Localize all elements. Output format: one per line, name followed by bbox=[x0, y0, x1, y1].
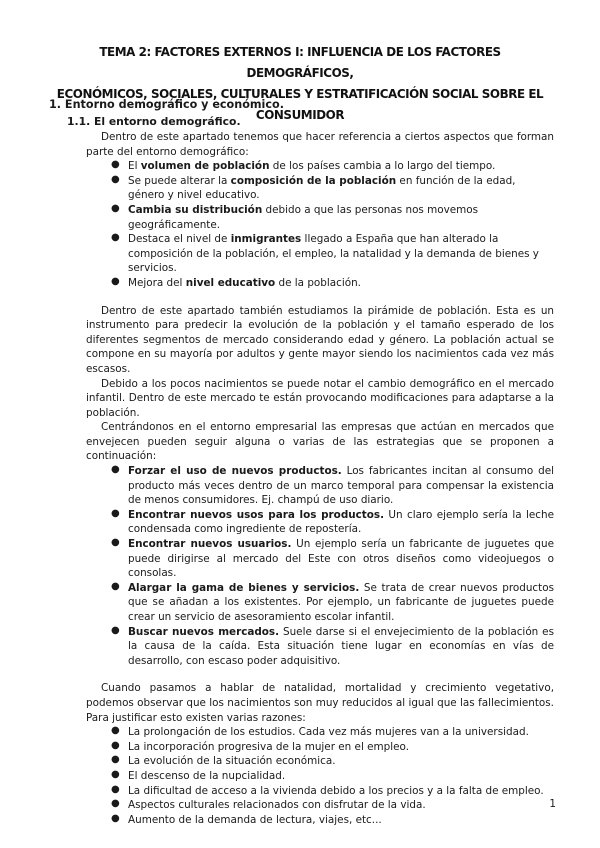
list-item: ● Destaca el nivel de inmigrantes llegado a España que han alterado la composición de la población, el empleo, la natalidad y la demanda de bienes y servicios. bbox=[111, 232, 539, 275]
births-paragraph: Debido a los pocos nacimientos se puede notar el cambio demográfico en el mercado infantil. Dentro de este mercado te están provocando modificaciones para adaptarse a la población. bbox=[86, 377, 554, 419]
list-item: ● Aspectos culturales relacionados con disfrutar de la vida. bbox=[111, 798, 426, 812]
bullet-icon: ● bbox=[111, 275, 120, 287]
bullet-icon: ● bbox=[111, 202, 120, 214]
bullet-icon: ● bbox=[111, 768, 120, 780]
strategies-paragraph: Centrándonos en el entorno empresarial las empresas que actúan en mercados que envejecen pueden seguir alguna o varias de las estrategias que se proponen a continuación: bbox=[86, 421, 554, 463]
list-item: ● Se puede alterar la composición de la población en función de la edad, género y nivel educativo. bbox=[111, 173, 516, 202]
list-item: ● La dificultad de acceso a la vivienda debido a los precios y a la falta de empleo. bbox=[111, 783, 544, 797]
bullet-icon: ● bbox=[111, 159, 120, 171]
bullet-icon: ● bbox=[111, 507, 120, 519]
list-item: ● Alargar la gama de bienes y servicios. Se trata de crear nuevos productos que se añadan a los existentes. Por ejemplo, un fabricante de juguetes puede crear un servicio de asesoramiento escolar infantil. bbox=[111, 580, 554, 623]
list-item: ● Cambia su distribución debido a que las personas nos movemos geográficamente. bbox=[111, 202, 479, 231]
list-item: ● Aumento de la demanda de lectura, viajes, etc... bbox=[111, 812, 382, 826]
bullet-icon: ● bbox=[111, 173, 120, 185]
intro-paragraph: Dentro de este apartado tenemos que hacer referencia a ciertos aspectos que forman parte del entorno demográfico: bbox=[86, 131, 554, 158]
page-number: 1 bbox=[549, 798, 556, 810]
bullet-icon: ● bbox=[111, 580, 120, 592]
demographic-aspects-list bbox=[0, 159, 600, 290]
list-item: ● La evolución de la situación económica. bbox=[111, 754, 336, 768]
spacer bbox=[0, 291, 600, 304]
document-body bbox=[0, 97, 600, 827]
list-item: ● Encontrar nuevos usuarios. Un ejemplo sería un fabricante de juguetes que puede dirigirse al mercado del Este con otros diseños como videojuegos o consolas. bbox=[111, 537, 554, 580]
bullet-icon: ● bbox=[111, 783, 120, 795]
list-item: ● Mejora del nivel educativo de la población. bbox=[111, 275, 361, 289]
bullet-icon: ● bbox=[111, 232, 120, 244]
pyramid-paragraph: Dentro de este apartado también estudiamos la pirámide de población. Esta es un instrumento para predecir la evolución de la población y el tamaño esperado de los diferentes segmentos de mercado considerando edad y género. La población actual se compone en su mayoría por adultos y gente mayor siendo los nacimientos cada vez más escasos. bbox=[86, 304, 554, 375]
bullet-icon: ● bbox=[111, 464, 120, 476]
list-item: ● El descenso de la nupcialidad. bbox=[111, 768, 286, 782]
bullet-icon: ● bbox=[111, 754, 120, 766]
list-item: ● Forzar el uso de nuevos productos. Los fabricantes incitan al consumo del producto más veces dentro de un marco temporal para compensar la existencia de menos consumidores. Ej. champú de uso diario. bbox=[111, 464, 554, 507]
list-item: ● La incorporación progresiva de la mujer en el empleo. bbox=[111, 739, 409, 753]
list-item: ● El volumen de población de los países cambia a lo largo del tiempo. bbox=[111, 159, 496, 173]
title-line-1: TEMA 2: FACTORES EXTERNOS I: INFLUENCIA DE LOS FACTORES DEMOGRÁFICOS, bbox=[99, 44, 501, 80]
bullet-icon: ● bbox=[111, 739, 120, 751]
natality-paragraph: Cuando pasamos a hablar de natalidad, mortalidad y crecimiento vegetativo, podemos observar que los nacimientos son muy reducidos al igual que las fallecimientos. Para justificar esto existen varias razones: bbox=[86, 682, 554, 724]
subsection-heading: 1.1. El entorno demográfico. bbox=[67, 115, 241, 128]
strategies-list bbox=[0, 464, 600, 668]
bullet-icon: ● bbox=[111, 725, 120, 737]
bullet-icon: ● bbox=[111, 537, 120, 549]
list-item: ● Buscar nuevos mercados. Suele darse si el envejecimiento de la población es la causa de la caída. Esta situación tiene lugar en economías en vías de desarrollo, con escaso poder adquisitivo. bbox=[111, 624, 554, 667]
reasons-list bbox=[0, 725, 600, 827]
spacer bbox=[0, 668, 600, 681]
bullet-icon: ● bbox=[111, 624, 120, 636]
list-item: ● La prolongación de los estudios. Cada vez más mujeres van a la universidad. bbox=[111, 725, 529, 739]
title-line-2: ECONÓMICOS, SOCIALES, CULTURALES Y ESTRATIFICACIÓN SOCIAL SOBRE EL CONSUMIDOR bbox=[56, 86, 544, 122]
section-heading: 1. Entorno demográfico y económico. bbox=[49, 98, 284, 111]
bullet-icon: ● bbox=[111, 798, 120, 810]
bullet-icon: ● bbox=[111, 812, 120, 824]
list-item: ● Encontrar nuevos usos para los productos. Un claro ejemplo sería la leche condensada como ingrediente de repostería. bbox=[111, 507, 554, 536]
